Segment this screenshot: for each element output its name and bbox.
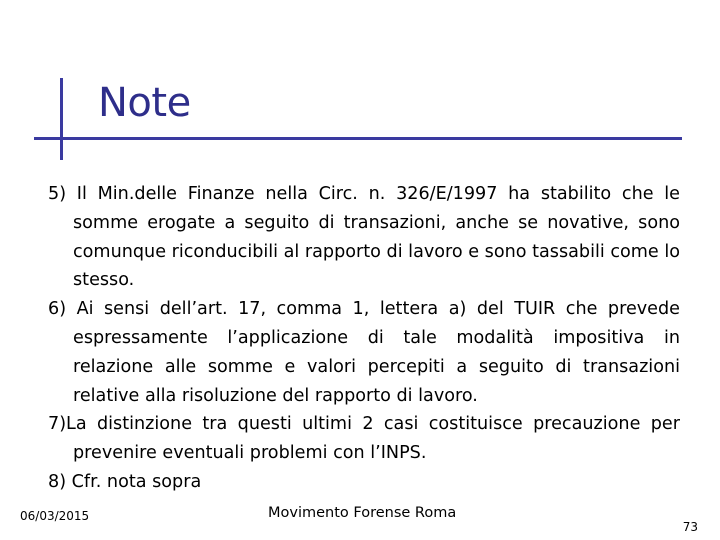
title-vertical-rule xyxy=(60,78,63,160)
page-number: 73 xyxy=(682,520,698,534)
title-horizontal-rule xyxy=(34,137,682,140)
note-5: 5) Il Min.delle Finanze nella Circ. n. 326/E/1997 ha stabilito che le somme erogate a seguito di transazioni, anche se novative, sono comunque riconducibili al rapporto di lavoro e sono tassabili come lo stesso. xyxy=(48,184,680,291)
notes-body xyxy=(48,180,680,497)
note-6: 6) Ai sensi dell’art. 17, comma 1, lettera a) del TUIR che prevede espressamente l’applicazione di tale modalità impositiva in relazione alle somme e valori percepiti a seguito di transazioni relative alla risoluzione del rapporto di lavoro. xyxy=(48,299,680,406)
footer-organization: Movimento Forense Roma xyxy=(268,505,457,521)
slide-title: Note xyxy=(98,80,191,126)
note-7: 7)La distinzione tra questi ultimi 2 casi costituisce precauzione per prevenire eventuali problemi con l’INPS. xyxy=(48,414,680,464)
footer-date: 06/03/2015 xyxy=(20,509,90,523)
note-8: 8) Cfr. nota sopra xyxy=(48,471,202,492)
